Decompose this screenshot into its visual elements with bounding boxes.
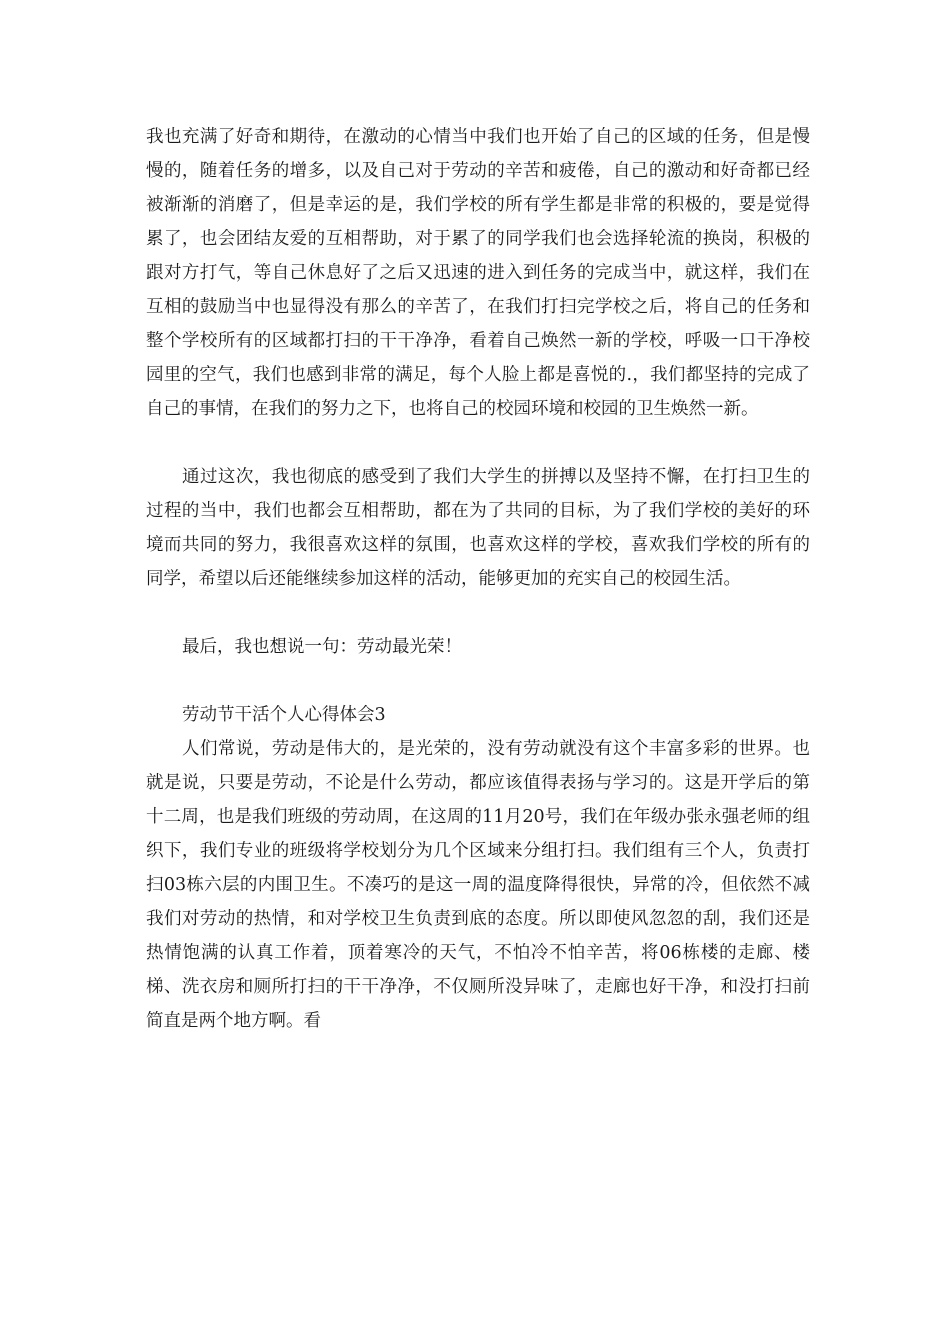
paragraph-spacer [146, 664, 810, 698]
section-heading: 劳动节干活个人心得体会3 [182, 705, 386, 725]
paragraph-closing: 最后，我也想说一句：劳动最光荣！ [182, 637, 462, 657]
document-body [146, 120, 810, 1038]
paragraph-spacer [146, 426, 810, 460]
paragraph-reflection: 通过这次，我也彻底的感受到了我们大学生的拼搏以及坚持不懈，在打扫卫生的过程的当中，我们也都会互相帮助，都在为了共同的目标，为了我们学校的美好的环境而共同的努力，我很喜欢这样的氛围，也喜欢这样的学校，喜欢我们学校的所有的同学，希望以后还能继续参加这样的活动，能够更加的充实自己的校园生活。 [146, 467, 810, 589]
paragraph-spacer [146, 596, 810, 630]
section-paragraph: 人们常说，劳动是伟大的，是光荣的，没有劳动就没有这个丰富多彩的世界。也就是说，只要是劳动，不论是什么劳动，都应该值得表扬与学习的。这是开学后的第十二周，也是我们班级的劳动周，在这周的11月20号，我们在年级办张永强老师的组织下，我们专业的班级将学校划分为几个区域来分组打扫。我们组有三个人，负责打扫03栋六层的内围卫生。不凑巧的是这一周的温度降得很快，异常的冷，但依然不减我们对劳动的热情，和对学校卫生负责到底的态度。所以即使风忽忽的刮，我们还是热情饱满的认真工作着，顶着寒冷的天气，不怕冷不怕辛苦，将06栋楼的走廊、楼梯、洗衣房和厕所打扫的干干净净，不仅厕所没异味了，走廊也好干净，和没打扫前简直是两个地方啊。看 [146, 739, 810, 1031]
paragraph-continuation: 我也充满了好奇和期待，在激动的心情当中我们也开始了自己的区域的任务，但是慢慢的，随着任务的增多，以及自己对于劳动的辛苦和疲倦，自己的激动和好奇都已经被渐渐的消磨了，但是幸运的是，我们学校的所有学生都是非常的积极的，要是觉得累了，也会团结友爱的互相帮助，对于累了的同学我们也会选择轮流的换岗，积极的跟对方打气，等自己休息好了之后又迅速的进入到任务的完成当中，就这样，我们在互相的鼓励当中也显得没有那么的辛苦了，在我们打扫完学校之后，将自己的任务和整个学校所有的区域都打扫的干干净净，看着自己焕然一新的学校，呼吸一口干净校园里的空气，我们也感到非常的满足，每个人脸上都是喜悦的.，我们都坚持的完成了自己的事情，在我们的努力之下，也将自己的校园环境和校园的卫生焕然一新。 [146, 127, 810, 419]
